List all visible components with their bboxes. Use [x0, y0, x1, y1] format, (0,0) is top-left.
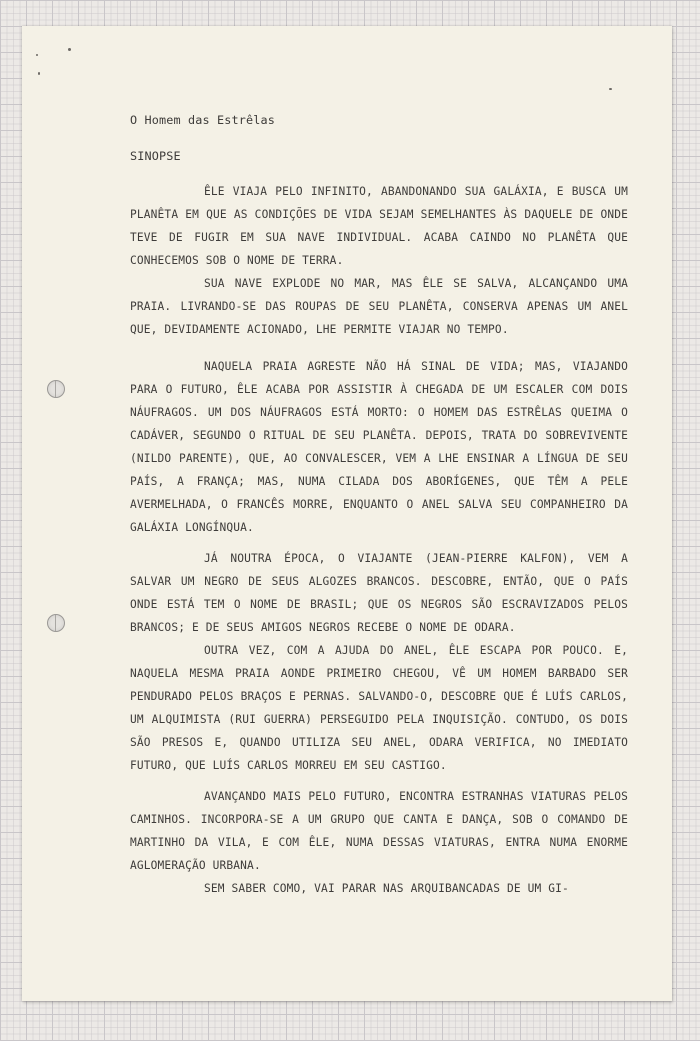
document-title: O Homem das Estrêlas	[130, 113, 276, 127]
punch-hole-bottom	[47, 614, 65, 632]
paragraph: SUA NAVE EXPLODE NO MAR, MAS ÊLE SE SALVA, ALCANÇANDO UMA PRAIA. LIVRANDO-SE DAS ROUPAS DE SEU PLANÊTA, CONSERVA APENAS UM ANEL QUE, DEVIDAMENTE ACIONADO, LHE PERMITE VIAJAR NO TEMPO.	[130, 277, 628, 336]
section-heading: SINOPSE	[130, 149, 181, 163]
paper-speck	[68, 48, 71, 51]
typewritten-text	[130, 110, 628, 900]
paper-speck	[36, 54, 38, 56]
paragraph: AVANÇANDO MAIS PELO FUTURO, ENCONTRA ESTRANHAS VIATURAS PELOS CAMINHOS. INCORPORA-SE A UM GRUPO QUE CANTA E DANÇA, SOB O COMANDO DE MARTINHO DA VILA, E COM ÊLE, NUMA DESSAS VIATURAS, ENTRA NUMA ENORME AGLOMERAÇÃO URBANA.	[130, 790, 628, 872]
paper-speck	[609, 88, 612, 90]
paper-speck	[38, 72, 40, 75]
paragraph: NAQUELA PRAIA AGRESTE NÃO HÁ SINAL DE VIDA; MAS, VIAJANDO PARA O FUTURO, ÊLE ACABA POR ASSISTIR À CHEGADA DE UM ESCALER COM DOIS NÁUFRAGOS. UM DOS NÁUFRAGOS ESTÁ MORTO: O HOMEM DAS ESTRÊLAS QUEIMA O CADÁVER, SEGUNDO O RITUAL DE SEU PLANÊTA. DEPOIS, TRATA DO SOBREVIVENTE (NILDO PARENTE), QUE, AO CONVALESCER, VEM A LHE ENSINAR A LÍNGUA DE SEU PAÍS, A FRANÇA; MAS, NUMA CILADA DOS ABORÍGENES, QUE TÊM A PELE AVERMELHADA, O FRANCÊS MORRE, ENQUANTO O ANEL SALVA SEU COMPANHEIRO DA GALÁXIA LONGÍNQUA.	[130, 360, 628, 534]
paragraph: OUTRA VEZ, COM A AJUDA DO ANEL, ÊLE ESCAPA POR POUCO. E, NAQUELA MESMA PRAIA AONDE PRIMEIRO CHEGOU, VÊ UM HOMEM BARBADO SER PENDURADO PELOS BRAÇOS E PERNAS. SALVANDO-O, DESCOBRE QUE É LUÍS CARLOS, UM ALQUIMISTA (RUI GUERRA) PERSEGUIDO PELA INQUISIÇÃO. CONTUDO, OS DOIS SÃO PRESOS E, QUANDO UTILIZA SEU ANEL, ODARA VERIFICA, NO IMEDIATO FUTURO, QUE LUÍS CARLOS MORREU EM SEU CASTIGO.	[130, 644, 628, 772]
punch-hole-top	[47, 380, 65, 398]
paragraph: JÁ NOUTRA ÉPOCA, O VIAJANTE (JEAN-PIERRE KALFON), VEM A SALVAR UM NEGRO DE SEUS ALGOZES BRANCOS. DESCOBRE, ENTÃO, QUE O PAÍS ONDE ESTÁ TEM O NOME DE BRASIL; QUE OS NEGROS SÃO ESCRAVIZADOS PELOS BRANCOS; E DE SEUS AMIGOS NEGROS RECEBE O NOME DE ODARA.	[130, 552, 628, 634]
document-page	[22, 26, 672, 1001]
paragraph: ÊLE VIAJA PELO INFINITO, ABANDONANDO SUA GALÁXIA, E BUSCA UM PLANÊTA EM QUE AS CONDIÇÕES DE VIDA SEJAM SEMELHANTES ÀS DAQUELE DE ONDE TEVE DE FUGIR EM SUA NAVE INDIVIDUAL. ACABA CAINDO NO PLANÊTA QUE CONHECEMOS SOB O NOME DE TERRA.	[130, 185, 628, 267]
paragraph: SEM SABER COMO, VAI PARAR NAS ARQUIBANCADAS DE UM GI-	[204, 882, 569, 895]
